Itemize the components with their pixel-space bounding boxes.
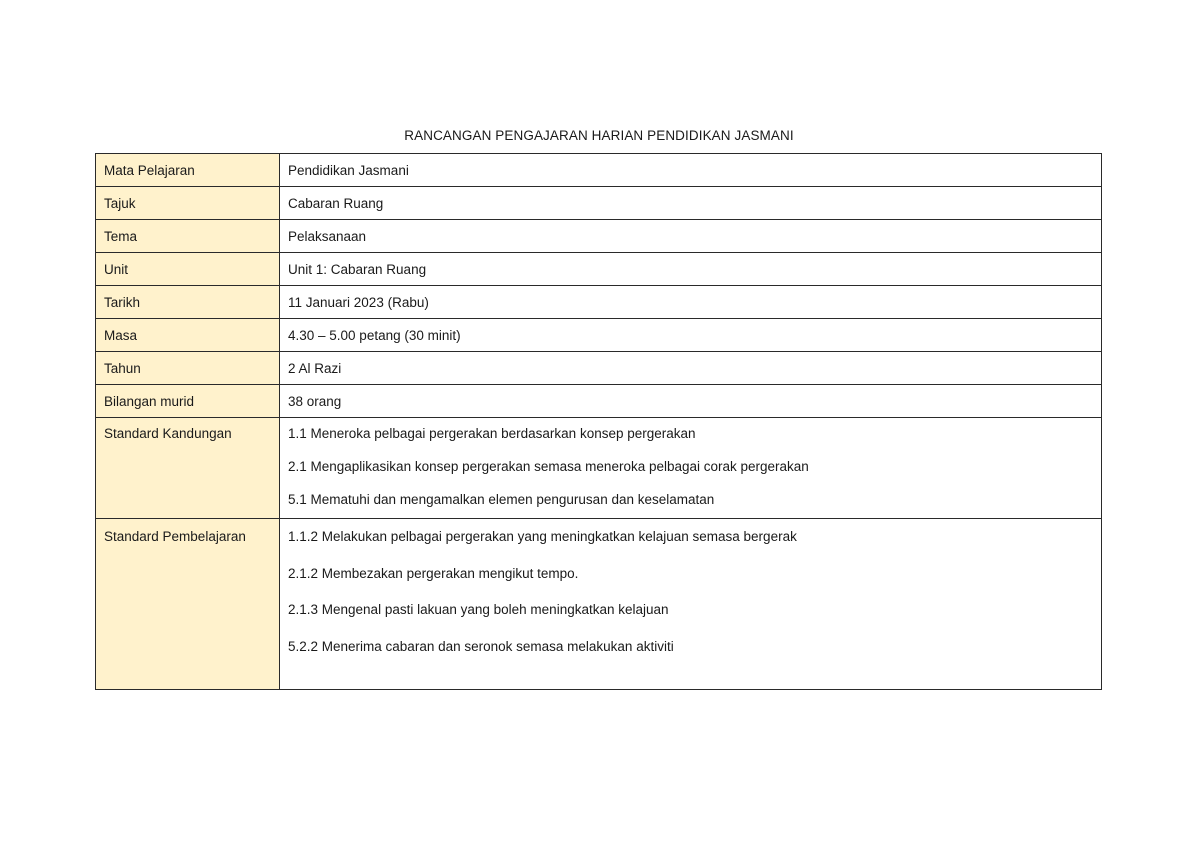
row-label-tarikh: Tarikh <box>96 286 280 319</box>
row-value-tajuk: Cabaran Ruang <box>280 187 1102 220</box>
row-label-standard-pembelajaran: Standard Pembelajaran <box>96 519 280 690</box>
table-row <box>96 319 1102 352</box>
standard-pembelajaran-list <box>280 519 1102 690</box>
row-value-tahun: 2 Al Razi <box>280 352 1102 385</box>
standard-pembelajaran-item: 1.1.2 Melakukan pelbagai pergerakan yang meningkatkan kelajuan semasa bergerak <box>288 529 797 544</box>
table-row <box>96 418 1102 519</box>
table-row <box>96 519 1102 690</box>
row-value-bilangan-murid: 38 orang <box>280 385 1102 418</box>
table-row <box>96 385 1102 418</box>
standard-pembelajaran-item: 2.1.2 Membezakan pergerakan mengikut tempo. <box>288 565 579 581</box>
row-label-tahun: Tahun <box>96 352 280 385</box>
row-label-mata-pelajaran: Mata Pelajaran <box>96 154 280 187</box>
document-title: RANCANGAN PENGAJARAN HARIAN PENDIDIKAN JASMANI <box>404 128 794 143</box>
standard-pembelajaran-item: 2.1.3 Mengenal pasti lakuan yang boleh meningkatkan kelajuan <box>288 602 669 617</box>
row-label-bilangan-murid: Bilangan murid <box>96 385 280 418</box>
table-row <box>96 286 1102 319</box>
row-label-masa: Masa <box>96 319 280 352</box>
standard-kandungan-item: 5.1 Mematuhi dan mengamalkan elemen pengurusan dan keselamatan <box>288 492 715 507</box>
table-row <box>96 154 1102 187</box>
row-label-tajuk: Tajuk <box>96 187 280 220</box>
row-value-tarikh: 11 Januari 2023 (Rabu) <box>280 286 1102 319</box>
standard-kandungan-item: 1.1 Meneroka pelbagai pergerakan berdasarkan konsep pergerakan <box>288 426 696 441</box>
table-row <box>96 253 1102 286</box>
standard-kandungan-item: 2.1 Mengaplikasikan konsep pergerakan semasa meneroka pelbagai corak pergerakan <box>288 459 809 474</box>
table-row <box>96 187 1102 220</box>
standard-pembelajaran-item: 5.2.2 Menerima cabaran dan seronok semasa melakukan aktiviti <box>288 638 674 654</box>
row-value-masa: 4.30 – 5.00 petang (30 minit) <box>280 319 1102 352</box>
row-value-tema: Pelaksanaan <box>280 220 1102 253</box>
row-label-standard-kandungan: Standard Kandungan <box>96 418 280 519</box>
table-row <box>96 352 1102 385</box>
standard-kandungan-list <box>280 418 1102 519</box>
row-label-tema: Tema <box>96 220 280 253</box>
table-row <box>96 220 1102 253</box>
row-value-unit: Unit 1: Cabaran Ruang <box>280 253 1102 286</box>
row-value-mata-pelajaran: Pendidikan Jasmani <box>280 154 1102 187</box>
row-label-unit: Unit <box>96 253 280 286</box>
lesson-plan-table <box>95 153 1102 690</box>
